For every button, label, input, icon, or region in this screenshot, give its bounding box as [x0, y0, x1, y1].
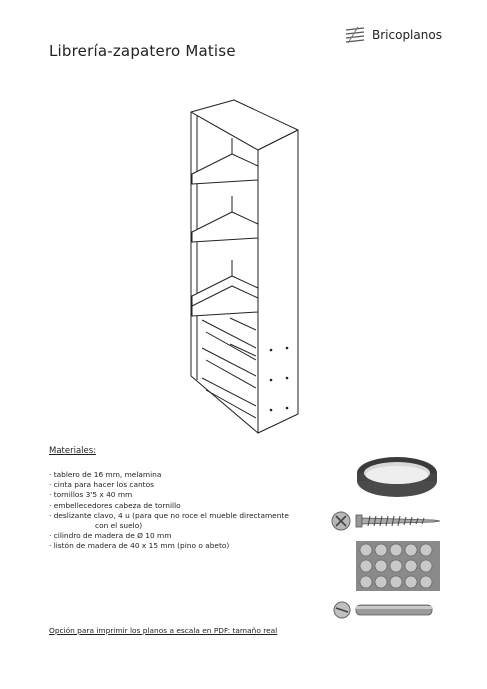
screw-cap-covers-icon: [356, 541, 440, 591]
bricoplanos-logo-icon: [344, 24, 366, 46]
bookcase-drawing: [170, 88, 320, 443]
screw-icon: [330, 508, 442, 534]
brand-name: Bricoplanos: [372, 28, 442, 42]
list-item: · tablero de 16 mm, melamina: [49, 470, 162, 479]
list-item: · listón de madera de 40 x 15 mm (pino o abeto): [49, 541, 230, 551]
page-title: Librería-zapatero Matise: [49, 42, 236, 60]
list-item: · tornillos 3'5 x 40 mm: [49, 490, 133, 500]
list-item: con el suelo): [95, 521, 143, 531]
list-item: · cilindro de madera de Ø 10 mm: [49, 531, 172, 541]
wooden-dowel-icon: [332, 597, 438, 623]
print-pdf-link[interactable]: Opción para imprimir los planos a escala en PDF: tamaño real: [49, 626, 278, 635]
materials-list: [49, 470, 339, 552]
edge-tape-roll-icon: [354, 451, 440, 501]
materials-heading: Materiales:: [49, 446, 97, 456]
list-item: · deslizante clavo, 4 u (para que no roce el mueble directamente: [49, 510, 289, 520]
list-item: · embellecedores cabeza de tornillo: [49, 500, 181, 510]
list-item: · cinta para hacer los cantos: [49, 480, 154, 490]
brand: [344, 24, 442, 46]
